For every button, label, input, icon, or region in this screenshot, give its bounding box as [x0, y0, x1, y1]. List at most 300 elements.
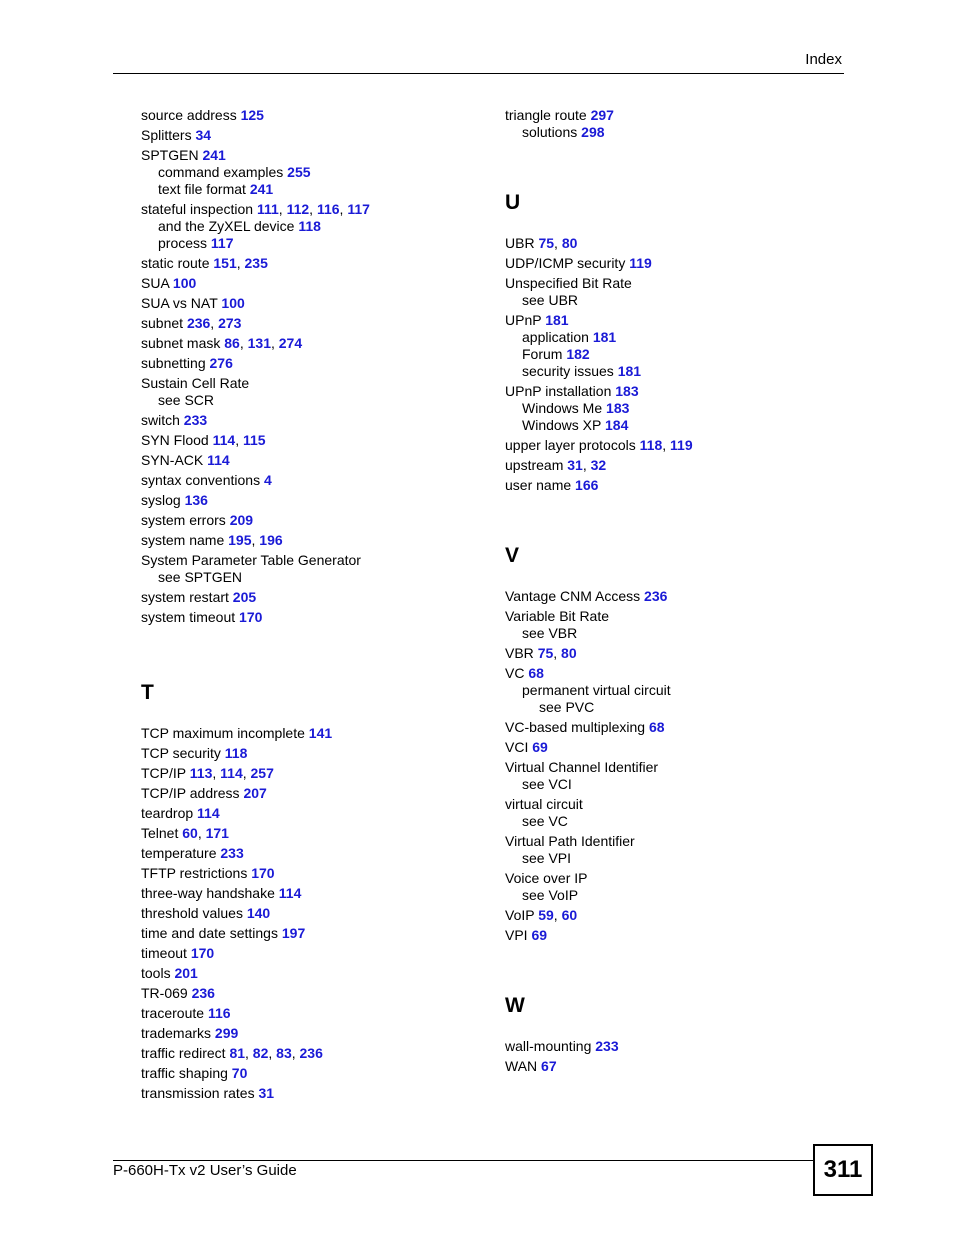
index-entry: [141, 805, 471, 822]
page-reference-link[interactable]: 274: [278, 335, 303, 351]
page-reference-link[interactable]: 117: [210, 235, 234, 251]
index-term-text: TCP security: [141, 745, 221, 761]
index-entry: [505, 870, 835, 904]
index-entry: [505, 588, 835, 605]
index-entry: [505, 437, 835, 454]
index-term: [141, 589, 471, 606]
index-subterm: [505, 776, 835, 793]
index-subterm: [505, 363, 835, 380]
index-term-text: permanent virtual circuit: [522, 682, 671, 698]
index-term-text: system restart: [141, 589, 229, 605]
index-term-text: SUA vs NAT: [141, 295, 218, 311]
page-reference-link[interactable]: 75: [537, 645, 554, 661]
index-term-text: TCP/IP address: [141, 785, 240, 801]
page-reference-link[interactable]: 136: [184, 492, 208, 508]
index-term-text: system timeout: [141, 609, 236, 625]
index-entry: [505, 927, 835, 944]
index-term-text: time and date settings: [141, 925, 278, 941]
page-reference-link[interactable]: 119: [670, 437, 693, 453]
index-subterm: [505, 699, 835, 716]
page-reference-link[interactable]: 298: [581, 124, 605, 140]
index-entry: [505, 645, 835, 662]
page-reference-link[interactable]: 236: [644, 588, 668, 604]
page-reference-link[interactable]: 181: [592, 329, 617, 345]
index-term: [141, 805, 471, 822]
index-term-text: Virtual Channel Identifier: [505, 759, 659, 775]
page-reference-link[interactable]: 117: [347, 201, 370, 217]
footer-divider: [113, 1160, 813, 1161]
index-term-text: see SCR: [158, 392, 215, 408]
page-reference-link[interactable]: 59: [538, 907, 554, 923]
index-subterm: [505, 346, 835, 363]
index-term-text: UDP/ICMP security: [505, 255, 626, 271]
index-entry: [141, 825, 471, 842]
page-reference-link[interactable]: 170: [190, 945, 215, 961]
index-term-text: UBR: [505, 235, 535, 251]
page-reference-link[interactable]: 236: [299, 1045, 323, 1061]
index-entry: [141, 335, 471, 352]
page-reference-link[interactable]: 241: [202, 147, 226, 163]
page-reference-link[interactable]: 81: [229, 1045, 246, 1061]
page-reference-link[interactable]: 67: [541, 1058, 557, 1074]
index-term-text: temperature: [141, 845, 217, 861]
page-reference-link[interactable]: 34: [195, 127, 212, 143]
index-term: [141, 845, 471, 862]
page-reference-link[interactable]: 257: [250, 765, 274, 781]
header-divider: [113, 73, 844, 74]
index-term-text: and the ZyXEL device: [158, 218, 295, 234]
page-reference-link[interactable]: 114: [278, 885, 302, 901]
page-reference-link[interactable]: 60: [182, 825, 198, 841]
index-entry: [141, 492, 471, 509]
index-term: subnet 236, 273: [141, 315, 242, 331]
page-reference-link[interactable]: 276: [209, 355, 233, 371]
page-reference-link[interactable]: 236: [191, 985, 215, 1001]
index-subterm: [141, 392, 471, 409]
index-entry: [505, 107, 835, 141]
page-reference-link[interactable]: 31: [258, 1085, 275, 1101]
index-term: [141, 609, 471, 626]
index-term-text: SUA: [141, 275, 170, 291]
index-term: [505, 719, 835, 736]
index-entry: [141, 965, 471, 982]
index-term: [505, 739, 835, 756]
index-term-text: VBR: [505, 645, 534, 661]
page-reference-link[interactable]: 114: [197, 805, 220, 821]
index-term-text: UPnP: [505, 312, 542, 328]
index-term-text: security issues: [522, 363, 614, 379]
index-term-text: application: [522, 329, 589, 345]
index-term-text: see VBR: [522, 625, 578, 641]
page-reference-link[interactable]: 118: [298, 218, 321, 234]
index-term: UBR 75, 80: [505, 235, 578, 251]
index-entry: [141, 985, 471, 1002]
page-reference-link[interactable]: 69: [531, 927, 548, 943]
index-term-text: TR-069: [141, 985, 188, 1001]
index-term-text: timeout: [141, 945, 187, 961]
index-term: static route 151, 235: [141, 255, 268, 271]
index-term: [141, 107, 471, 124]
index-entry: [505, 477, 835, 494]
page-reference-link[interactable]: 197: [281, 925, 306, 941]
index-entry: [141, 1065, 471, 1082]
index-entry: [141, 375, 471, 409]
index-subterm: [505, 850, 835, 867]
index-term: [141, 965, 471, 982]
index-term-text: stateful inspection: [141, 201, 254, 217]
index-term: [505, 312, 835, 329]
page-reference-link[interactable]: 241: [249, 181, 274, 197]
index-term-text: source address: [141, 107, 237, 123]
index-term-text: syslog: [141, 492, 181, 508]
index-term: [141, 375, 471, 392]
index-term: [505, 927, 835, 944]
index-term-text: see VC: [522, 813, 568, 829]
index-term-text: VPI: [505, 927, 528, 943]
index-term: [141, 275, 471, 292]
index-term: stateful inspection 111, 112, 116, 117: [141, 201, 370, 217]
index-term-text: SPTGEN: [141, 147, 199, 163]
page-reference-link[interactable]: 171: [205, 825, 229, 841]
index-term-text: trademarks: [141, 1025, 212, 1041]
index-entry: [141, 201, 471, 252]
page-reference-link[interactable]: 116: [316, 201, 340, 217]
page-reference-link[interactable]: 181: [617, 363, 642, 379]
index-term: [505, 665, 835, 682]
index-term-text: Telnet: [141, 825, 179, 841]
index-term: [141, 512, 471, 529]
index-term-text: static route: [141, 255, 210, 271]
index-term-text: command examples: [158, 164, 284, 180]
section-letter-t: T: [141, 681, 154, 704]
index-entry: [505, 312, 835, 380]
page-reference-link[interactable]: 182: [566, 346, 590, 362]
index-term-text: teardrop: [141, 805, 194, 821]
page-reference-link[interactable]: 273: [218, 315, 242, 331]
index-entry: [141, 1005, 471, 1022]
page-reference-link[interactable]: 69: [532, 739, 548, 755]
index-term-text: VoIP: [505, 907, 535, 923]
index-term: [141, 925, 471, 942]
page-reference-link[interactable]: 183: [615, 383, 639, 399]
index-term: [141, 745, 471, 762]
index-entry: [141, 127, 471, 144]
page-reference-link[interactable]: 205: [232, 589, 257, 605]
index-entry: [141, 147, 471, 198]
index-term-text: Forum: [522, 346, 563, 362]
index-term-text: subnet: [141, 315, 184, 331]
index-term: [141, 472, 471, 489]
index-entry: [141, 745, 471, 762]
index-entry: [141, 412, 471, 429]
index-term: [141, 785, 471, 802]
index-term: traffic redirect 81, 82, 83, 236: [141, 1045, 323, 1061]
index-term: [505, 107, 835, 124]
index-entry: [141, 295, 471, 312]
index-term-text: Splitters: [141, 127, 192, 143]
index-entry: [141, 865, 471, 882]
page-reference-link[interactable]: 233: [595, 1038, 619, 1054]
index-term-text: see VCI: [522, 776, 572, 792]
running-header-title: Index: [805, 51, 842, 68]
page-reference-link[interactable]: 119: [629, 255, 652, 271]
index-subterm: [505, 887, 835, 904]
index-entry: [141, 925, 471, 942]
index-term-text: Variable Bit Rate: [505, 608, 610, 624]
index-entry: [505, 719, 835, 736]
index-term: [141, 985, 471, 1002]
index-term-text: text file format: [158, 181, 246, 197]
index-term-text: WAN: [505, 1058, 538, 1074]
page-reference-link[interactable]: 100: [221, 295, 245, 311]
index-term: [141, 1065, 471, 1082]
page-reference-link[interactable]: 140: [246, 905, 271, 921]
index-column-left: [141, 107, 471, 1105]
index-term-text: tools: [141, 965, 171, 981]
page-reference-link[interactable]: 114: [207, 452, 230, 468]
section-letter-u: U: [505, 191, 521, 214]
page-reference-link[interactable]: 184: [605, 417, 629, 433]
index-entry: [141, 1085, 471, 1102]
index-entry: [141, 609, 471, 626]
page-reference-link[interactable]: 196: [259, 532, 283, 548]
index-entry: [141, 107, 471, 124]
index-entry: [505, 255, 835, 272]
index-term: [141, 1085, 471, 1102]
index-term: [141, 725, 471, 742]
index-term-text: subnet mask: [141, 335, 221, 351]
page-reference-link[interactable]: 80: [561, 645, 577, 661]
index-term: [505, 870, 835, 887]
page-reference-link[interactable]: 112: [286, 201, 310, 217]
index-term-text: Windows XP: [522, 417, 602, 433]
page-reference-link[interactable]: 201: [174, 965, 198, 981]
index-term: [141, 885, 471, 902]
index-term: system name 195, 196: [141, 532, 283, 548]
page-number-box: [813, 1144, 873, 1196]
index-term-text: Virtual Path Identifier: [505, 833, 635, 849]
index-entry: [141, 452, 471, 469]
page-reference-link[interactable]: 113: [189, 765, 213, 781]
index-term: subnet mask 86, 131, 274: [141, 335, 303, 351]
index-entry: [141, 472, 471, 489]
page-reference-link[interactable]: 100: [172, 275, 197, 291]
index-term: [505, 477, 835, 494]
index-term: [141, 355, 471, 372]
index-term-text: TCP/IP: [141, 765, 186, 781]
index-term: VBR 75, 80: [505, 645, 577, 661]
index-entry: [141, 255, 471, 272]
index-term: [141, 945, 471, 962]
index-entry: [141, 945, 471, 962]
page-reference-link[interactable]: 170: [251, 865, 275, 881]
index-entry: [141, 905, 471, 922]
index-entry: [505, 739, 835, 756]
page-reference-link[interactable]: 209: [229, 512, 254, 528]
page-reference-link[interactable]: 141: [308, 725, 333, 741]
page-reference-link[interactable]: 75: [538, 235, 555, 251]
page-reference-link[interactable]: 195: [228, 532, 252, 548]
page-reference-link[interactable]: 83: [276, 1045, 292, 1061]
index-subterm: [505, 417, 835, 434]
index-term: SYN Flood 114, 115: [141, 432, 266, 448]
index-term-text: traffic shaping: [141, 1065, 228, 1081]
index-entry: [505, 1058, 835, 1075]
index-term: [505, 1038, 835, 1055]
index-entry: [141, 432, 471, 449]
index-term-text: subnetting: [141, 355, 206, 371]
index-term-text: three-way handshake: [141, 885, 275, 901]
footer-guide-title: P-660H-Tx v2 User’s Guide: [113, 1162, 297, 1179]
page-reference-link[interactable]: 4: [263, 472, 272, 488]
index-entry: [141, 785, 471, 802]
index-subterm: [505, 813, 835, 830]
page-reference-link[interactable]: 116: [207, 1005, 231, 1021]
index-subterm: [141, 569, 471, 586]
page-reference-link[interactable]: 297: [590, 107, 614, 123]
index-term-text: Unspecified Bit Rate: [505, 275, 632, 291]
index-term: [505, 255, 835, 272]
index-entry: [141, 589, 471, 606]
index-column-right: [505, 107, 835, 1078]
index-subterm: [141, 181, 471, 198]
index-entry: [505, 833, 835, 867]
index-term: [141, 452, 471, 469]
index-term: [141, 1005, 471, 1022]
index-term-text: traffic redirect: [141, 1045, 226, 1061]
index-term-text: Windows Me: [522, 400, 603, 416]
page-reference-link[interactable]: 111: [256, 201, 279, 217]
index-term-text: traceroute: [141, 1005, 205, 1021]
index-term-text: see SPTGEN: [158, 569, 243, 585]
page-reference-link[interactable]: 183: [606, 400, 630, 416]
index-term: [141, 552, 471, 569]
index-term: [505, 1058, 835, 1075]
index-entry: [505, 235, 835, 252]
index-entry: [141, 1045, 471, 1062]
page-reference-link[interactable]: 255: [287, 164, 311, 180]
index-term-text: Vantage CNM Access: [505, 588, 641, 604]
index-subterm: [505, 400, 835, 417]
index-term-text: SYN Flood: [141, 432, 209, 448]
page-reference-link[interactable]: 233: [220, 845, 244, 861]
page-reference-link[interactable]: 151: [213, 255, 237, 271]
index-term-text: process: [158, 235, 208, 251]
index-entry: [505, 907, 835, 924]
page-reference-link[interactable]: 70: [231, 1065, 248, 1081]
index-term-text: upstream: [505, 457, 564, 473]
index-entry: [141, 532, 471, 549]
page-reference-link[interactable]: 82: [252, 1045, 269, 1061]
section-letter-w: W: [505, 994, 525, 1017]
index-term: VoIP 59, 60: [505, 907, 578, 923]
index-subterm: [505, 329, 835, 346]
page-reference-link[interactable]: 86: [224, 335, 240, 351]
index-term-text: see VoIP: [522, 887, 579, 903]
page-reference-link[interactable]: 68: [528, 665, 544, 681]
index-entry: [505, 759, 835, 793]
index-term-text: upper layer protocols: [505, 437, 636, 453]
index-term-text: triangle route: [505, 107, 587, 123]
page-reference-link[interactable]: 131: [247, 335, 271, 351]
page-reference-link[interactable]: 235: [244, 255, 268, 271]
index-term: TCP/IP 113, 114, 257: [141, 765, 274, 781]
index-term-text: see VPI: [522, 850, 572, 866]
index-term-text: VC: [505, 665, 525, 681]
page-number: 311: [823, 1156, 863, 1183]
page-reference-link[interactable]: 299: [214, 1025, 239, 1041]
index-term-text: user name: [505, 477, 572, 493]
index-entry: [141, 885, 471, 902]
page-reference-link[interactable]: 115: [242, 432, 266, 448]
page-reference-link[interactable]: 118: [639, 437, 663, 453]
page-reference-link[interactable]: 207: [243, 785, 267, 801]
index-term: [505, 759, 835, 776]
index-entry: [505, 1038, 835, 1055]
page-reference-link[interactable]: 114: [212, 432, 236, 448]
index-subterm: [505, 124, 835, 141]
index-term: [141, 127, 471, 144]
index-term-text: solutions: [522, 124, 578, 140]
page-reference-link[interactable]: 32: [590, 457, 607, 473]
index-term: [141, 412, 471, 429]
page-reference-link[interactable]: 60: [561, 907, 578, 923]
index-entry: [505, 383, 835, 434]
index-term: [141, 905, 471, 922]
page-reference-link[interactable]: 170: [239, 609, 263, 625]
index-term: [505, 383, 835, 400]
index-term: [141, 147, 471, 164]
section-letter-v: V: [505, 544, 520, 567]
index-entry: [141, 725, 471, 742]
page-reference-link[interactable]: 31: [567, 457, 583, 473]
index-term: [505, 588, 835, 605]
page-reference-link[interactable]: 181: [545, 312, 569, 328]
index-entry: [505, 796, 835, 830]
index-term: [141, 1025, 471, 1042]
index-entry: [505, 457, 835, 474]
index-term-text: UPnP installation: [505, 383, 612, 399]
index-term-text: Sustain Cell Rate: [141, 375, 250, 391]
index-term-text: VCI: [505, 739, 529, 755]
index-term: [141, 865, 471, 882]
index-entry: [141, 552, 471, 586]
index-entry: [505, 665, 835, 716]
page-reference-link[interactable]: 236: [186, 315, 211, 331]
index-term: [505, 275, 835, 292]
page-reference-link[interactable]: 68: [648, 719, 665, 735]
index-term-text: VC-based multiplexing: [505, 719, 646, 735]
index-subterm: [141, 235, 471, 252]
page-reference-link[interactable]: 125: [240, 107, 264, 123]
page-reference-link[interactable]: 166: [575, 477, 599, 493]
page-reference-link[interactable]: 233: [183, 412, 208, 428]
index-term-text: TCP maximum incomplete: [141, 725, 305, 741]
index-entry: [505, 275, 835, 309]
index-entry: [141, 765, 471, 782]
index-term: [141, 295, 471, 312]
page-reference-link[interactable]: 118: [224, 745, 248, 761]
index-entry: [141, 275, 471, 292]
index-term: upper layer protocols 118, 119: [505, 437, 693, 453]
page-reference-link[interactable]: 80: [561, 235, 578, 251]
index-term-text: system name: [141, 532, 225, 548]
index-subterm: [505, 625, 835, 642]
index-term: [141, 492, 471, 509]
index-term-text: system errors: [141, 512, 226, 528]
page-reference-link[interactable]: 114: [220, 765, 243, 781]
index-term-text: System Parameter Table Generator: [141, 552, 361, 568]
